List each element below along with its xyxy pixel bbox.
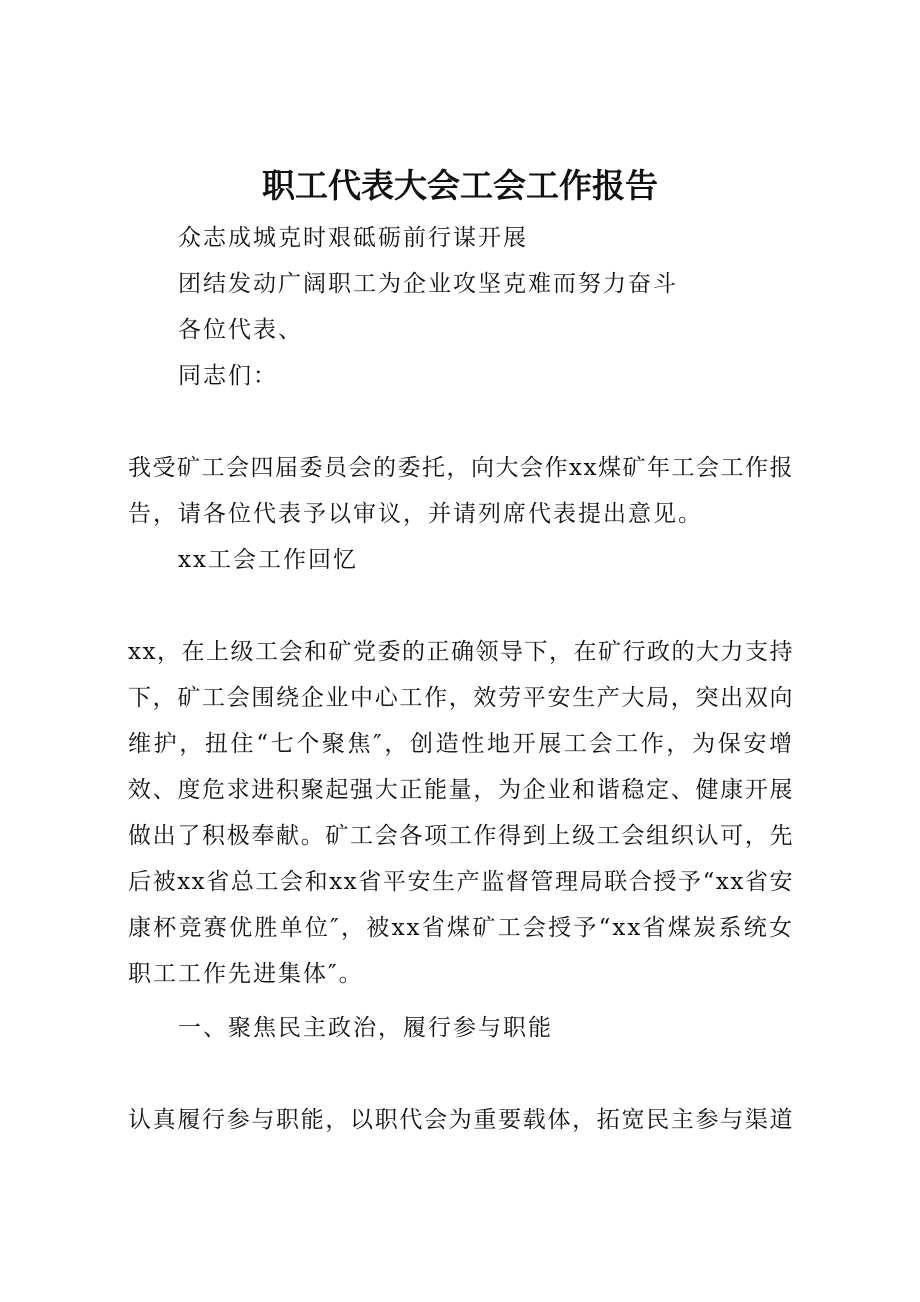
section-heading-one: 一、聚焦民主政治，履行参与职能 [178, 1015, 553, 1041]
paragraph-line: 做出了积极奉献。矿工会各项工作得到上级工会组织认可，先 [128, 823, 794, 849]
paragraph-line: 维护，扭住“七个聚焦″，创造性地开展工会工作，为保安增 [128, 731, 794, 757]
paragraph-line: 下，矿工会围绕企业中心工作，效劳平安生产大局，突出双向 [128, 685, 794, 711]
paragraph-line: 认真履行参与职能，以职代会为重要载体，拓宽民主参与渠道 [128, 1107, 794, 1133]
paragraph-line: xx，在上级工会和矿党委的正确领导下，在矿行政的大力支持 [128, 639, 794, 665]
subtitle-line-2: 团结发动广阔职工为企业攻坚克难而努力奋斗 [178, 271, 678, 297]
paragraph-line: 效、度危求进积聚起强大正能量，为企业和谐稳定、健康开展 [128, 777, 794, 803]
paragraph-line: 康杯竞赛优胜单位″，被xx省煤矿工会授予“xx省煤炭系统女 [128, 915, 794, 941]
paragraph-line: 告，请各位代表予以审议，并请列席代表提出意见。 [128, 501, 703, 527]
subtitle-line-1: 众志成城克时艰砥砺前行谋开展 [178, 225, 528, 251]
section-heading-review: xx工会工作回忆 [178, 547, 358, 573]
paragraph-line: 职工工作先进集体″。 [128, 961, 364, 987]
paragraph-line: 我受矿工会四届委员会的委托，向大会作xx煤矿年工会工作报 [128, 455, 794, 481]
document-title: 职工代表大会工会工作报告 [262, 166, 658, 205]
salutation-line-1: 各位代表、 [178, 317, 303, 343]
paragraph-line: 后被xx省总工会和xx省平安生产监督管理局联合授予“xx省安 [128, 869, 794, 895]
salutation-line-2: 同志们： [178, 363, 278, 389]
